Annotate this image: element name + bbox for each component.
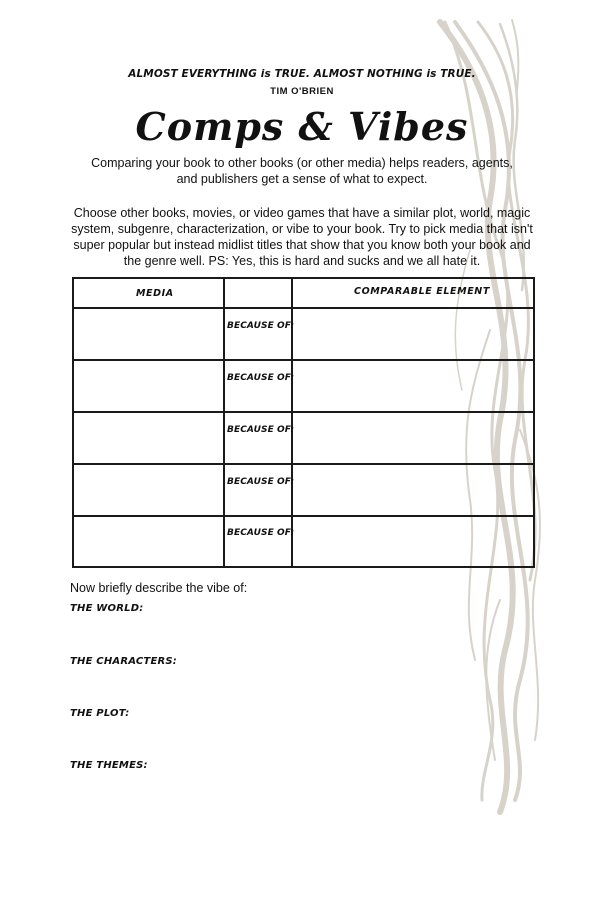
table-divider xyxy=(74,359,533,361)
table-divider xyxy=(74,307,533,309)
epigraph-quote: ALMOST EVERYTHING is TRUE. ALMOST NOTHING is TRUE. xyxy=(128,68,476,80)
because-of-label: BECAUSE OF: xyxy=(227,528,295,538)
vibe-themes-label: THE THEMES: xyxy=(70,760,148,771)
vibe-characters-label: THE CHARACTERS: xyxy=(70,656,177,667)
because-of-label: BECAUSE OF: xyxy=(227,425,295,435)
table-divider xyxy=(74,463,533,465)
vibe-world-label: THE WORLD: xyxy=(70,603,144,614)
page-title: Comps & Vibes xyxy=(135,104,469,149)
vibe-plot-label: THE PLOT: xyxy=(70,708,130,719)
because-of-label: BECAUSE OF: xyxy=(227,321,295,331)
header-comparable-element: COMPARABLE ELEMENT xyxy=(354,286,490,297)
epigraph-author: TIM O'BRIEN xyxy=(270,86,334,97)
table-divider xyxy=(74,411,533,413)
instructions-paragraph: Choose other books, movies, or video games that have a similar plot, world, magic system, subgenre, characterization, or vibe to your book. Try to pick media that isn't super popular but instead midlist titles that show that you know both your book and the genre well. PS: Yes, this is hard and sucks and we all hate it. xyxy=(71,206,533,268)
describe-prompt: Now briefly describe the vibe of: xyxy=(70,581,248,595)
because-of-label: BECAUSE OF: xyxy=(227,477,295,487)
intro-paragraph: Comparing your book to other books (or other media) helps readers, agents, and publishers get a sense of what to expect. xyxy=(91,156,513,186)
because-of-label: BECAUSE OF: xyxy=(227,373,295,383)
comps-table xyxy=(72,277,535,568)
table-divider xyxy=(223,279,225,566)
header-media: MEDIA xyxy=(136,288,174,299)
table-divider xyxy=(74,515,533,517)
